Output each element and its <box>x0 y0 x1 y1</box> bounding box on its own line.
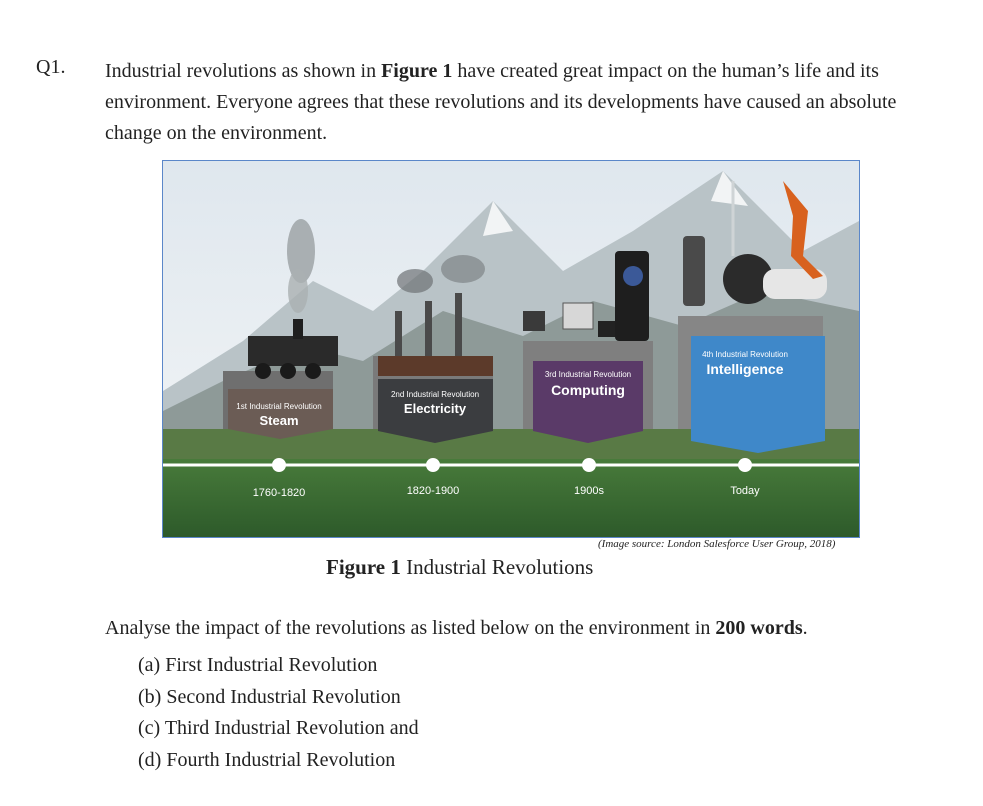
stage-1-title: Steam <box>259 413 299 428</box>
question-intro-start: Industrial revolutions as shown in <box>105 60 382 82</box>
stage-2-label: 2nd Industrial Revolution <box>390 390 480 399</box>
stage-2-title: Electricity <box>403 401 467 416</box>
question-part-b: (b) Second Industrial Revolution <box>138 685 401 708</box>
timeline-dot-3 <box>582 458 596 472</box>
stage-3-date: 1900s <box>574 485 604 497</box>
timeline-dot-4 <box>738 458 752 472</box>
figure-caption <box>326 555 593 580</box>
image-source-note: (Image source: London Salesforce User Group, 2018) <box>598 538 836 550</box>
stage-3-label: 3rd Industrial Revolution <box>544 370 632 379</box>
word-count: 200 words <box>715 617 803 639</box>
question-number: Q1. <box>36 56 66 78</box>
figure-caption-text: Industrial Revolutions <box>400 555 594 579</box>
question-part-c: (c) Third Industrial Revolution and <box>138 717 419 739</box>
stage-4-label: 4th Industrial Revolution <box>702 350 788 359</box>
figure-reference: Figure 1 <box>381 60 453 82</box>
industrial-revolutions-figure <box>162 160 860 538</box>
stage-4-date: Today <box>730 485 760 497</box>
question-intro-end: have created great impact on the human’s life and its environment. Everyone agrees that these revolutions and its developments have caused an absolute change on the environment. <box>105 60 897 144</box>
question-part-d: (d) Fourth Industrial Revolution <box>138 748 396 771</box>
stage-1-date: 1760-1820 <box>252 487 306 499</box>
stage-4-title: Intelligence <box>706 361 784 377</box>
stage-2-date: 1820-1900 <box>406 485 460 497</box>
timeline-dot-2 <box>426 458 440 472</box>
figure-illustration <box>163 161 859 537</box>
question-part-a: (a) First Industrial Revolution <box>138 654 378 676</box>
figure-caption-label: Figure 1 <box>326 555 401 579</box>
instruction-period: . <box>802 617 808 639</box>
stage-1-label: 1st Industrial Revolution <box>236 402 322 411</box>
task-instruction <box>105 617 808 640</box>
factory-smoke-icon <box>397 269 433 293</box>
stage-3-title: Computing <box>551 382 625 398</box>
instruction-text: Analyse the impact of the revolutions as listed below on the environment in <box>105 617 716 639</box>
timeline-dot-1 <box>272 458 286 472</box>
question-parts-list <box>138 651 419 777</box>
question-text <box>105 56 935 149</box>
